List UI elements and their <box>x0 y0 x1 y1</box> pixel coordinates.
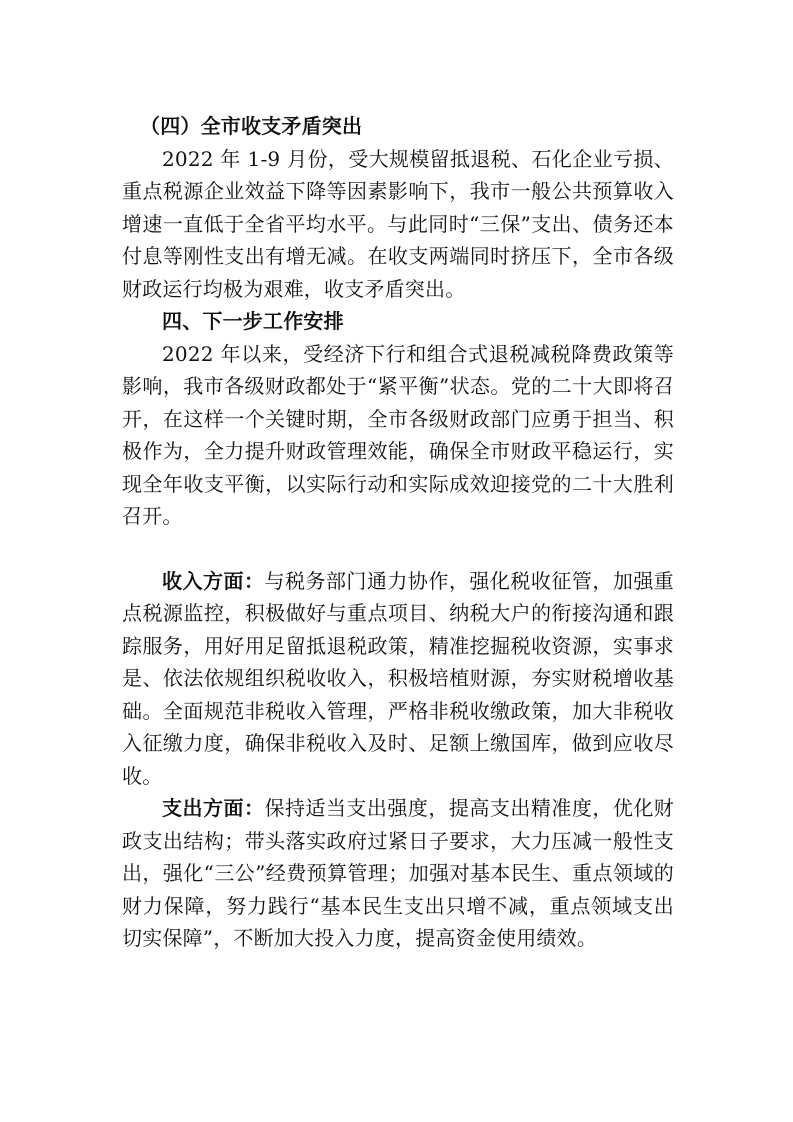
paragraph-expenditure <box>122 792 674 955</box>
paragraph-next-steps-intro: 2022 年以来，受经济下行和组合式退税减税降费政策等影响，我市各级财政都处于“紧平衡”状态。党的二十大即将召开，在这样一个关键时期，全市各级财政部门应勇于担当、积极作为，全力提升财政管理效能，确保全市财政平稳运行，实现全年收支平衡，以实际行动和实际成效迎接党的二十大胜利召开。 <box>122 341 674 528</box>
document-body <box>122 110 674 955</box>
section-heading-fiscal-conflict: （四）全市收支矛盾突出 <box>140 114 363 138</box>
expenditure-label: 支出方面： <box>162 796 265 820</box>
paragraph-spacer <box>122 533 674 565</box>
paragraph-fiscal-conflict: 2022 年 1-9 月份，受大规模留抵退税、石化企业亏损、重点税源企业效益下降等因素影响下，我市一般公共预算收入增速一直低于全省平均水平。与此同时“三保”支出、债务还本付息等刚性支出有增无减。在收支两端同时挤压下，全市各级财政运行均极为艰难，收支矛盾突出。 <box>122 146 674 301</box>
expenditure-text: 保持适当支出强度，提高支出精准度，优化财政支出结构；带头落实政府过紧日子要求，大力压减一般性支出，强化“三公”经费预算管理；加强对基本民生、重点领域的财力保障，努力践行“基本民生支出只增不减，重点领域支出切实保障”，不断加大投入力度，提高资金使用绩效。 <box>122 796 675 950</box>
revenue-label: 收入方面： <box>162 568 265 593</box>
revenue-text: 与税务部门通力协作，强化税收征管，加强重点税源监控，积极做好与重点项目、纳税大户的衔接沟通和跟踪服务，用好用足留抵退税政策，精准挖掘税收资源，实事求是、依法依规组织税收收入，积极培植财源，夯实财税增收基础。全面规范非税收入管理，严格非税收缴政策，加大非税收入征缴力度，确保非税收入及时、足额上缴国库，做到应收尽收。 <box>122 568 675 788</box>
paragraph-revenue <box>122 565 674 793</box>
section-heading-next-steps: 四、下一步工作安排 <box>162 309 344 333</box>
